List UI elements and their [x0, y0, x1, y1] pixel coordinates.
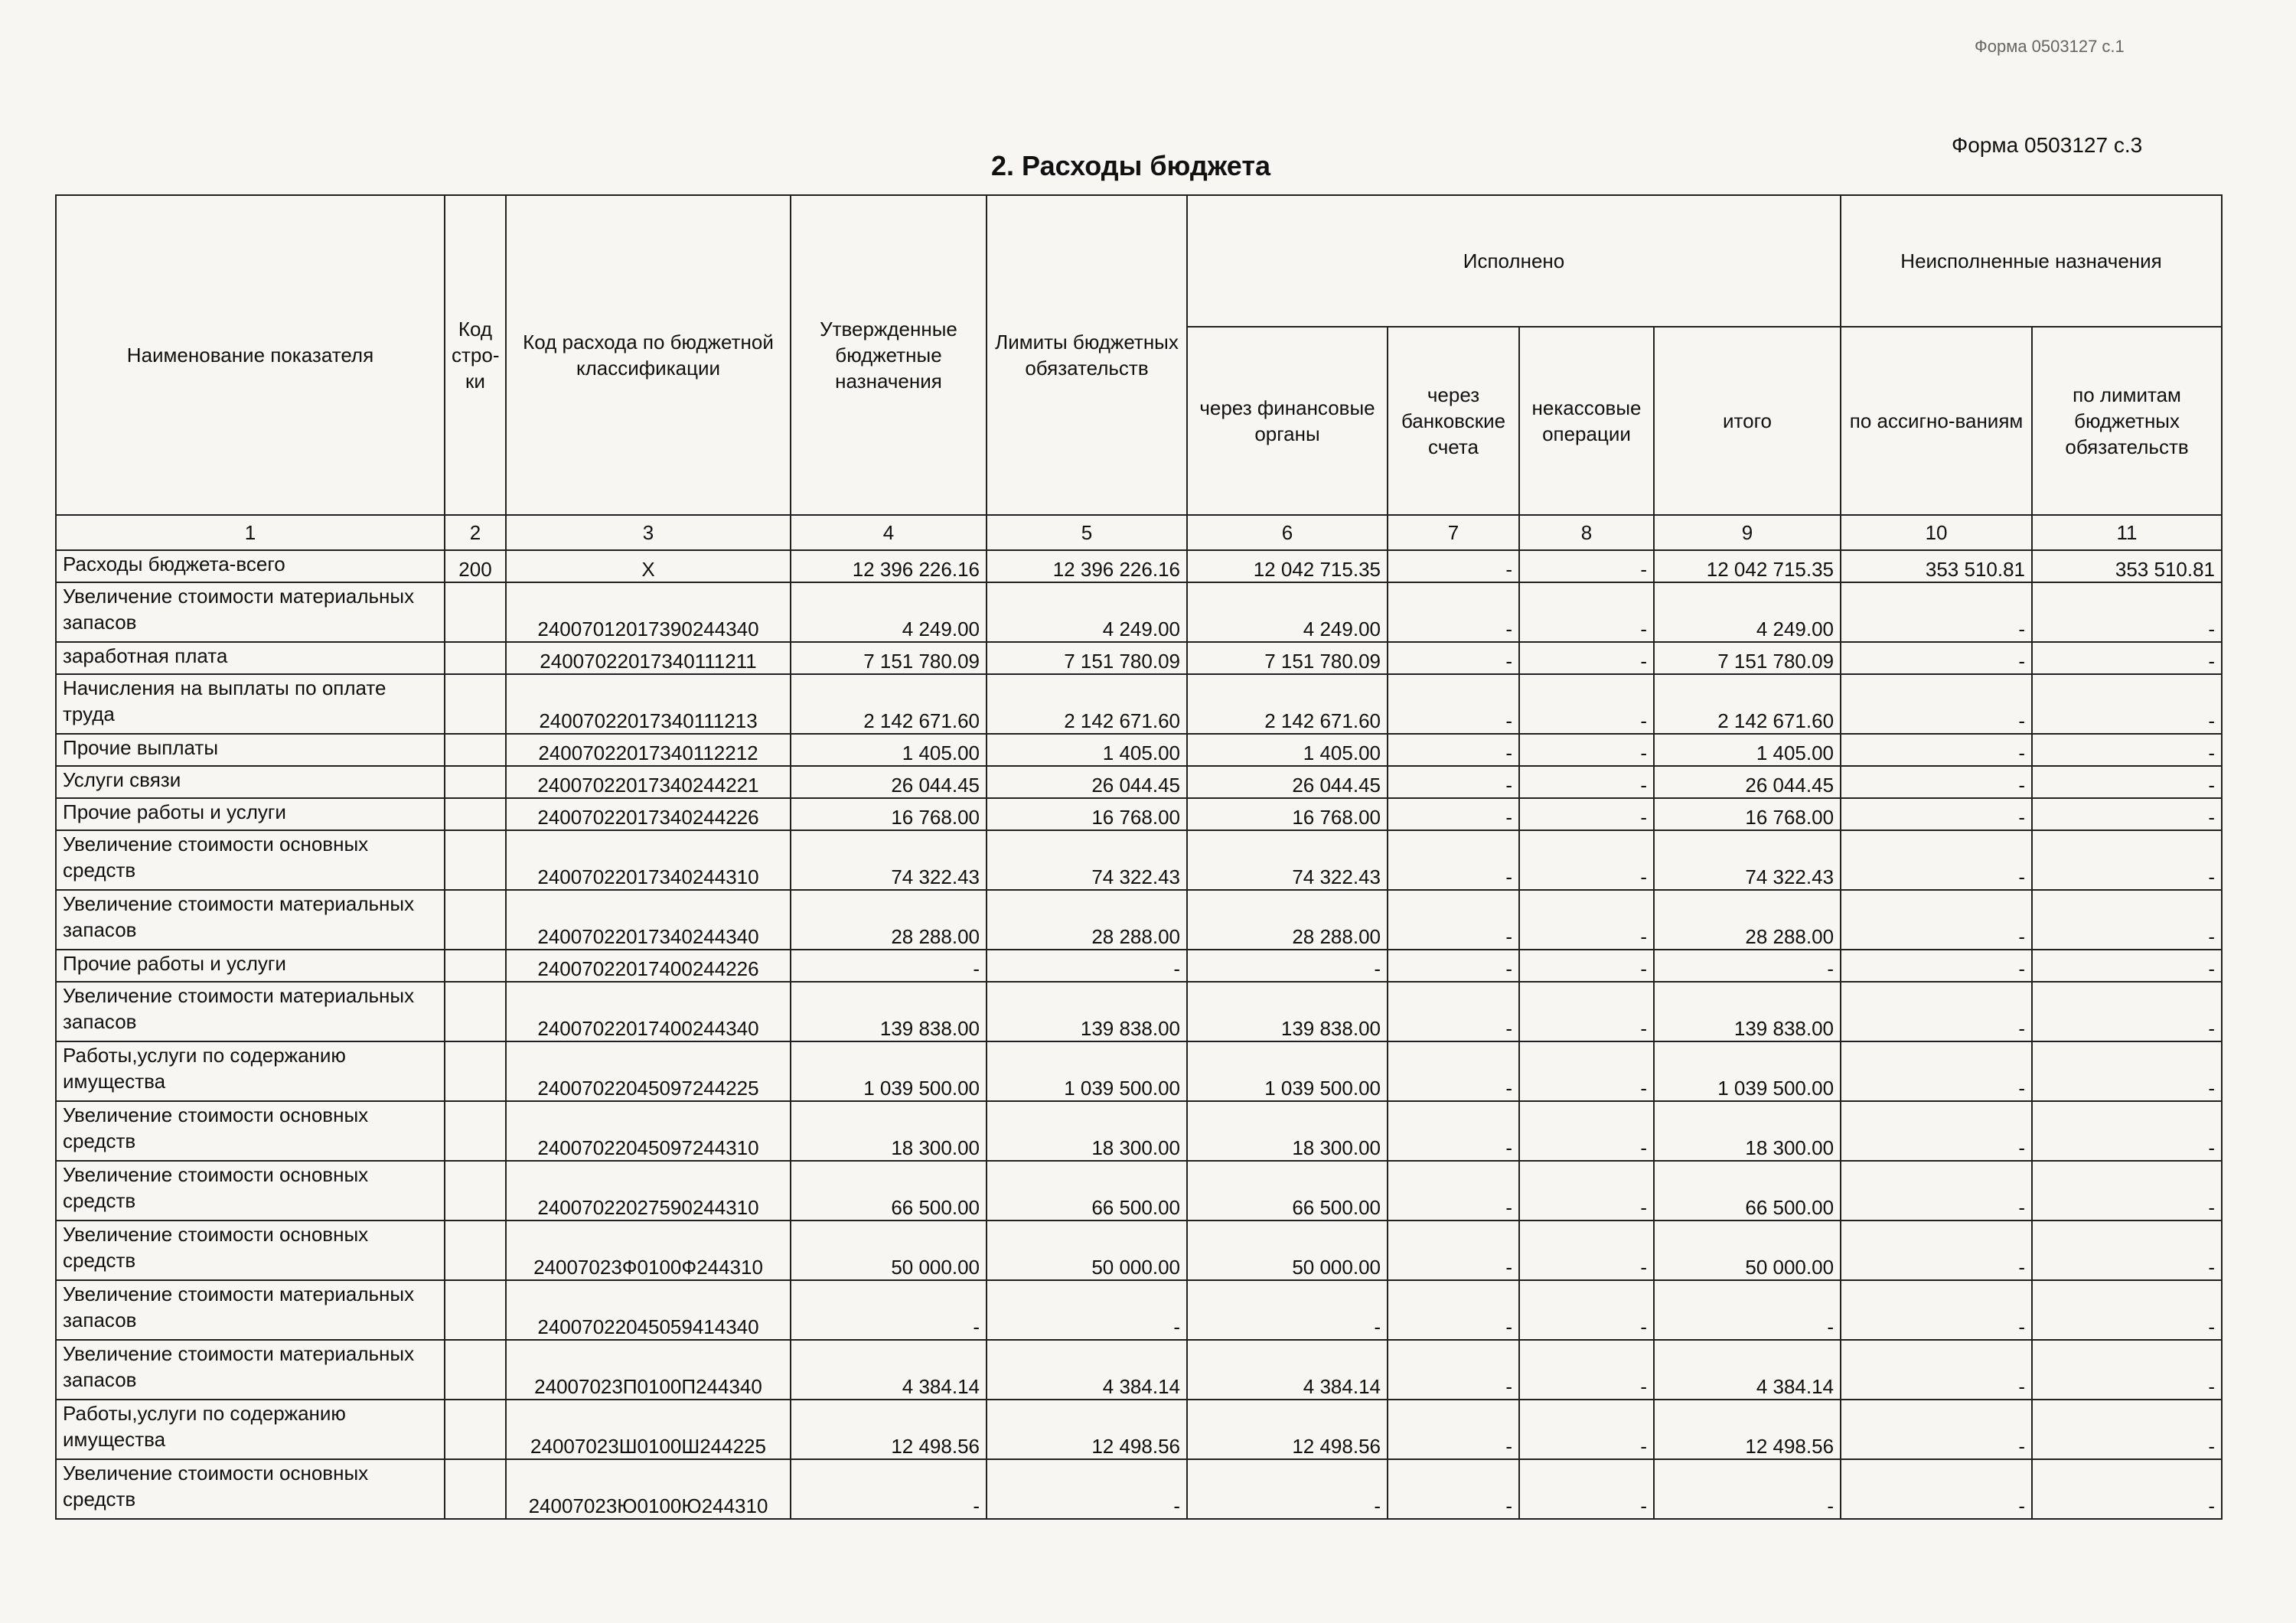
row-approved: 4 384.14: [791, 1340, 987, 1400]
row-budget-code: 24007022017400244340: [506, 982, 791, 1041]
row-budget-code: 24007022017340111211: [506, 642, 791, 674]
row-via-fin: 26 044.45: [1187, 766, 1388, 798]
row-noncash: -: [1519, 950, 1654, 982]
header-by-assignments: по ассигно-ваниям: [1841, 327, 2032, 515]
table-row: [56, 1161, 2222, 1221]
row-name: Работы,услуги по содержанию имущества: [56, 1041, 445, 1101]
row-total: 26 044.45: [1654, 766, 1841, 798]
header-name: Наименование показателя: [56, 195, 445, 515]
row-budget-code: 24007023Ф0100Ф244310: [506, 1221, 791, 1280]
row-unexecuted-assignments: -: [1841, 1101, 2032, 1161]
row-unexecuted-assignments: -: [1841, 890, 2032, 950]
row-via-bank: -: [1388, 1400, 1519, 1459]
row-approved: 74 322.43: [791, 830, 987, 890]
row-via-bank: -: [1388, 1101, 1519, 1161]
row-limits: 12 396 226.16: [987, 550, 1187, 582]
table-row: [56, 1221, 2222, 1280]
row-approved: 1 039 500.00: [791, 1041, 987, 1101]
row-line-code: [445, 982, 506, 1041]
row-via-bank: -: [1388, 1459, 1519, 1519]
row-total: 12 042 715.35: [1654, 550, 1841, 582]
row-total: 16 768.00: [1654, 798, 1841, 830]
row-via-fin: 18 300.00: [1187, 1101, 1388, 1161]
row-unexecuted-limits: -: [2032, 1400, 2222, 1459]
row-total: 28 288.00: [1654, 890, 1841, 950]
expenses-table: [55, 194, 2223, 1520]
row-approved: -: [791, 1280, 987, 1340]
row-name: Увеличение стоимости основных средств: [56, 1101, 445, 1161]
row-name: Увеличение стоимости материальных запасов: [56, 582, 445, 642]
col-number: 1: [56, 515, 445, 550]
table-row: [56, 830, 2222, 890]
row-line-code: [445, 1340, 506, 1400]
row-limits: 28 288.00: [987, 890, 1187, 950]
row-approved: 12 498.56: [791, 1400, 987, 1459]
row-noncash: -: [1519, 1340, 1654, 1400]
header-limits: Лимиты бюджетных обязательств: [987, 195, 1187, 515]
row-approved: 2 142 671.60: [791, 674, 987, 734]
row-unexecuted-assignments: -: [1841, 798, 2032, 830]
col-number: 7: [1388, 515, 1519, 550]
col-number: 10: [1841, 515, 2032, 550]
row-line-code: [445, 642, 506, 674]
table-row: [56, 950, 2222, 982]
row-name: Расходы бюджета-всего: [56, 550, 445, 582]
row-limits: -: [987, 950, 1187, 982]
row-name: Услуги связи: [56, 766, 445, 798]
row-budget-code: 24007023П0100П244340: [506, 1340, 791, 1400]
row-name: Увеличение стоимости основных средств: [56, 1161, 445, 1221]
row-name: Увеличение стоимости основных средств: [56, 1459, 445, 1519]
row-noncash: -: [1519, 1221, 1654, 1280]
row-approved: 28 288.00: [791, 890, 987, 950]
row-budget-code: 24007022017340244340: [506, 890, 791, 950]
row-approved: 139 838.00: [791, 982, 987, 1041]
table-row: [56, 674, 2222, 734]
row-name: Увеличение стоимости материальных запасов: [56, 982, 445, 1041]
row-limits: 2 142 671.60: [987, 674, 1187, 734]
row-limits: 7 151 780.09: [987, 642, 1187, 674]
row-limits: 16 768.00: [987, 798, 1187, 830]
row-unexecuted-limits: -: [2032, 1041, 2222, 1101]
row-line-code: [445, 830, 506, 890]
row-line-code: [445, 1400, 506, 1459]
row-unexecuted-limits: -: [2032, 1280, 2222, 1340]
col-number: 4: [791, 515, 987, 550]
row-name: Прочие выплаты: [56, 734, 445, 766]
row-unexecuted-limits: -: [2032, 950, 2222, 982]
col-number: 6: [1187, 515, 1388, 550]
row-budget-code: 24007022017340244226: [506, 798, 791, 830]
row-line-code: [445, 1041, 506, 1101]
row-name: Увеличение стоимости материальных запасов: [56, 1340, 445, 1400]
row-via-fin: 2 142 671.60: [1187, 674, 1388, 734]
row-noncash: -: [1519, 1041, 1654, 1101]
row-unexecuted-limits: -: [2032, 1340, 2222, 1400]
table-row: [56, 642, 2222, 674]
row-noncash: -: [1519, 582, 1654, 642]
row-line-code: [445, 674, 506, 734]
row-limits: 74 322.43: [987, 830, 1187, 890]
row-via-fin: 66 500.00: [1187, 1161, 1388, 1221]
row-limits: 1 039 500.00: [987, 1041, 1187, 1101]
row-via-fin: 28 288.00: [1187, 890, 1388, 950]
row-via-bank: -: [1388, 734, 1519, 766]
header-noncash: некассовые операции: [1519, 327, 1654, 515]
table-row: [56, 1459, 2222, 1519]
row-noncash: -: [1519, 734, 1654, 766]
row-approved: 50 000.00: [791, 1221, 987, 1280]
row-noncash: -: [1519, 982, 1654, 1041]
table-row: [56, 1280, 2222, 1340]
row-limits: 18 300.00: [987, 1101, 1187, 1161]
row-limits: -: [987, 1459, 1187, 1519]
row-line-code: 200: [445, 550, 506, 582]
header-total: итого: [1654, 327, 1841, 515]
row-name: заработная плата: [56, 642, 445, 674]
row-unexecuted-assignments: -: [1841, 1280, 2032, 1340]
row-unexecuted-limits: -: [2032, 1221, 2222, 1280]
row-limits: 12 498.56: [987, 1400, 1187, 1459]
page-title: 2. Расходы бюджета: [991, 150, 1270, 181]
table-row: [56, 550, 2222, 582]
row-total: 2 142 671.60: [1654, 674, 1841, 734]
row-unexecuted-assignments: -: [1841, 1459, 2032, 1519]
table-row: [56, 1340, 2222, 1400]
row-name: Увеличение стоимости основных средств: [56, 830, 445, 890]
row-unexecuted-limits: -: [2032, 766, 2222, 798]
table-row: [56, 582, 2222, 642]
col-number: 9: [1654, 515, 1841, 550]
row-via-fin: 4 384.14: [1187, 1340, 1388, 1400]
row-budget-code: 24007023Ю0100Ю244310: [506, 1459, 791, 1519]
row-via-bank: -: [1388, 674, 1519, 734]
header-via-bank: через банковские счета: [1388, 327, 1519, 515]
row-via-fin: 12 042 715.35: [1187, 550, 1388, 582]
row-total: 74 322.43: [1654, 830, 1841, 890]
row-via-bank: -: [1388, 642, 1519, 674]
row-via-bank: -: [1388, 766, 1519, 798]
row-noncash: -: [1519, 830, 1654, 890]
row-approved: 18 300.00: [791, 1101, 987, 1161]
row-unexecuted-limits: -: [2032, 674, 2222, 734]
row-unexecuted-assignments: -: [1841, 1041, 2032, 1101]
row-approved: 4 249.00: [791, 582, 987, 642]
row-via-fin: 7 151 780.09: [1187, 642, 1388, 674]
row-total: 7 151 780.09: [1654, 642, 1841, 674]
row-line-code: [445, 798, 506, 830]
row-unexecuted-limits: -: [2032, 582, 2222, 642]
row-via-bank: -: [1388, 1280, 1519, 1340]
row-via-bank: -: [1388, 830, 1519, 890]
row-via-fin: -: [1187, 1459, 1388, 1519]
row-name: Увеличение стоимости материальных запасов: [56, 1280, 445, 1340]
col-number: 3: [506, 515, 791, 550]
form-number: Форма 0503127 с.3: [1952, 133, 2143, 157]
row-via-fin: 74 322.43: [1187, 830, 1388, 890]
row-total: 12 498.56: [1654, 1400, 1841, 1459]
table-row: [56, 890, 2222, 950]
row-budget-code: 24007022027590244310: [506, 1161, 791, 1221]
row-noncash: -: [1519, 1280, 1654, 1340]
row-unexecuted-assignments: 353 510.81: [1841, 550, 2032, 582]
row-approved: 12 396 226.16: [791, 550, 987, 582]
row-name: Увеличение стоимости основных средств: [56, 1221, 445, 1280]
row-noncash: -: [1519, 798, 1654, 830]
row-total: 4 249.00: [1654, 582, 1841, 642]
row-unexecuted-assignments: -: [1841, 950, 2032, 982]
row-total: 50 000.00: [1654, 1221, 1841, 1280]
row-limits: 1 405.00: [987, 734, 1187, 766]
header-by-limits: по лимитам бюджетных обязательств: [2032, 327, 2222, 515]
row-total: 1 039 500.00: [1654, 1041, 1841, 1101]
header-executed: Исполнено: [1187, 195, 1841, 327]
table-row: [56, 982, 2222, 1041]
row-via-fin: 139 838.00: [1187, 982, 1388, 1041]
row-unexecuted-assignments: -: [1841, 830, 2032, 890]
row-unexecuted-assignments: -: [1841, 982, 2032, 1041]
row-via-fin: 4 249.00: [1187, 582, 1388, 642]
row-unexecuted-assignments: -: [1841, 582, 2032, 642]
row-budget-code: 24007022045059414340: [506, 1280, 791, 1340]
row-unexecuted-limits: -: [2032, 982, 2222, 1041]
row-via-bank: -: [1388, 1340, 1519, 1400]
row-via-bank: -: [1388, 982, 1519, 1041]
row-noncash: -: [1519, 766, 1654, 798]
row-budget-code: 24007022017340244221: [506, 766, 791, 798]
table-row: [56, 798, 2222, 830]
row-line-code: [445, 1161, 506, 1221]
row-unexecuted-assignments: -: [1841, 1161, 2032, 1221]
row-unexecuted-assignments: -: [1841, 674, 2032, 734]
row-budget-code: 24007022045097244310: [506, 1101, 791, 1161]
row-line-code: [445, 1101, 506, 1161]
form-number-page-1: Форма 0503127 с.1: [1975, 37, 2125, 56]
row-line-code: [445, 582, 506, 642]
row-via-bank: -: [1388, 1221, 1519, 1280]
row-approved: 66 500.00: [791, 1161, 987, 1221]
row-line-code: [445, 734, 506, 766]
table-row: [56, 1041, 2222, 1101]
row-name: Работы,услуги по содержанию имущества: [56, 1400, 445, 1459]
row-unexecuted-assignments: -: [1841, 1221, 2032, 1280]
col-number: 2: [445, 515, 506, 550]
row-noncash: -: [1519, 1161, 1654, 1221]
row-via-bank: -: [1388, 950, 1519, 982]
row-name: Начисления на выплаты по оплате труда: [56, 674, 445, 734]
row-unexecuted-assignments: -: [1841, 642, 2032, 674]
row-limits: 4 249.00: [987, 582, 1187, 642]
row-total: 4 384.14: [1654, 1340, 1841, 1400]
row-unexecuted-limits: -: [2032, 798, 2222, 830]
row-via-fin: 1 405.00: [1187, 734, 1388, 766]
header-budget-code: Код расхода по бюджетной классификации: [506, 195, 791, 515]
row-total: 18 300.00: [1654, 1101, 1841, 1161]
row-budget-code: 24007022017340111213: [506, 674, 791, 734]
table-row: [56, 1400, 2222, 1459]
row-unexecuted-limits: -: [2032, 642, 2222, 674]
col-number: 11: [2032, 515, 2222, 550]
row-unexecuted-limits: -: [2032, 1459, 2222, 1519]
row-name: Увеличение стоимости материальных запасов: [56, 890, 445, 950]
row-total: 66 500.00: [1654, 1161, 1841, 1221]
row-line-code: [445, 1280, 506, 1340]
row-limits: 66 500.00: [987, 1161, 1187, 1221]
table-body: [56, 550, 2222, 1519]
table-row: [56, 1101, 2222, 1161]
row-via-fin: -: [1187, 950, 1388, 982]
row-total: -: [1654, 1280, 1841, 1340]
row-via-bank: -: [1388, 1161, 1519, 1221]
row-total: 139 838.00: [1654, 982, 1841, 1041]
row-approved: 1 405.00: [791, 734, 987, 766]
row-unexecuted-assignments: -: [1841, 766, 2032, 798]
row-budget-code: 24007022017400244226: [506, 950, 791, 982]
row-budget-code: 24007022045097244225: [506, 1041, 791, 1101]
header-unexecuted: Неисполненные назначения: [1841, 195, 2222, 327]
row-approved: 26 044.45: [791, 766, 987, 798]
row-noncash: -: [1519, 1400, 1654, 1459]
row-via-bank: -: [1388, 582, 1519, 642]
row-unexecuted-limits: -: [2032, 1101, 2222, 1161]
row-total: 1 405.00: [1654, 734, 1841, 766]
row-budget-code: 24007023Ш0100Ш244225: [506, 1400, 791, 1459]
col-number: 8: [1519, 515, 1654, 550]
row-noncash: -: [1519, 890, 1654, 950]
row-total: -: [1654, 1459, 1841, 1519]
row-budget-code: X: [506, 550, 791, 582]
row-line-code: [445, 1459, 506, 1519]
row-unexecuted-assignments: -: [1841, 1340, 2032, 1400]
row-name: Прочие работы и услуги: [56, 798, 445, 830]
row-approved: 7 151 780.09: [791, 642, 987, 674]
row-approved: -: [791, 950, 987, 982]
row-line-code: [445, 890, 506, 950]
row-unexecuted-assignments: -: [1841, 1400, 2032, 1459]
row-via-fin: 1 039 500.00: [1187, 1041, 1388, 1101]
row-via-fin: -: [1187, 1280, 1388, 1340]
header-approved: Утвержденные бюджетные назначения: [791, 195, 987, 515]
row-unexecuted-limits: -: [2032, 734, 2222, 766]
row-line-code: [445, 766, 506, 798]
row-approved: -: [791, 1459, 987, 1519]
row-via-bank: -: [1388, 1041, 1519, 1101]
row-via-fin: 50 000.00: [1187, 1221, 1388, 1280]
row-via-bank: -: [1388, 890, 1519, 950]
row-via-bank: -: [1388, 550, 1519, 582]
table-row: [56, 734, 2222, 766]
header-line-code: Код стро-ки: [445, 195, 506, 515]
row-unexecuted-assignments: -: [1841, 734, 2032, 766]
row-total: -: [1654, 950, 1841, 982]
row-limits: 4 384.14: [987, 1340, 1187, 1400]
row-noncash: -: [1519, 674, 1654, 734]
row-limits: 26 044.45: [987, 766, 1187, 798]
col-number: 5: [987, 515, 1187, 550]
row-name: Прочие работы и услуги: [56, 950, 445, 982]
row-line-code: [445, 1221, 506, 1280]
row-line-code: [445, 950, 506, 982]
row-via-bank: -: [1388, 798, 1519, 830]
row-unexecuted-limits: -: [2032, 1161, 2222, 1221]
row-noncash: -: [1519, 1101, 1654, 1161]
row-budget-code: 24007022017340244310: [506, 830, 791, 890]
row-approved: 16 768.00: [791, 798, 987, 830]
row-unexecuted-limits: -: [2032, 890, 2222, 950]
row-budget-code: 24007022017340112212: [506, 734, 791, 766]
row-noncash: -: [1519, 1459, 1654, 1519]
row-unexecuted-limits: 353 510.81: [2032, 550, 2222, 582]
row-limits: 139 838.00: [987, 982, 1187, 1041]
header-via-fin: через финансовые органы: [1187, 327, 1388, 515]
row-limits: 50 000.00: [987, 1221, 1187, 1280]
row-limits: -: [987, 1280, 1187, 1340]
row-noncash: -: [1519, 642, 1654, 674]
table-row: [56, 766, 2222, 798]
row-budget-code: 24007012017390244340: [506, 582, 791, 642]
row-noncash: -: [1519, 550, 1654, 582]
row-unexecuted-limits: -: [2032, 830, 2222, 890]
row-via-fin: 12 498.56: [1187, 1400, 1388, 1459]
row-via-fin: 16 768.00: [1187, 798, 1388, 830]
